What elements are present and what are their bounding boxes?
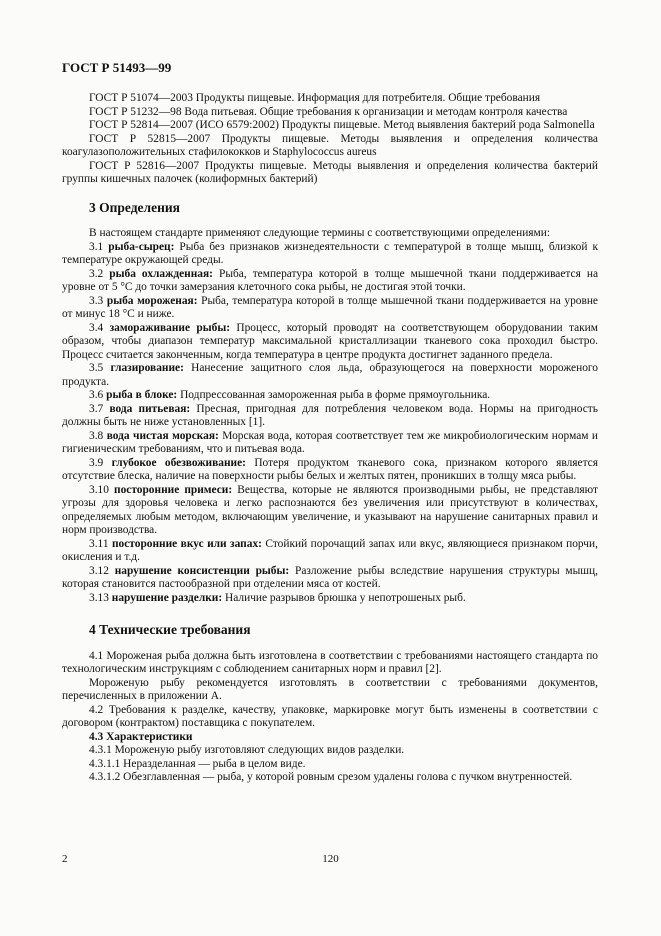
definition-term: рыба мороженая: bbox=[106, 294, 198, 307]
definition-term: замораживание рыбы: bbox=[109, 321, 231, 334]
definition-item bbox=[62, 268, 598, 295]
definition-item bbox=[62, 592, 598, 606]
ref-line: ГОСТ Р 51074—2003 Продукты пищевые. Информация для потребителя. Общие требования bbox=[89, 92, 541, 104]
definition-number: 3.13 bbox=[89, 591, 109, 604]
definition-term: нарушение консистенции рыбы: bbox=[114, 564, 290, 577]
definition-text: Рыба без признаков жизнедеятельности с температурой в толще мышц, близкой к температуре окружающей среды. bbox=[62, 240, 598, 266]
definition-text: Рыба, температура которой в толще мышечной ткани поддерживается на уровне от минус 18 °С и ниже. bbox=[62, 294, 598, 320]
definition-number: 3.8 bbox=[89, 429, 104, 442]
ref-line: ГОСТ Р 52814—2007 (ИСО 6579:2002) Продукты пищевые. Метод выявления бактерий рода Salmonella bbox=[89, 119, 595, 131]
definition-term: вода чистая морская: bbox=[106, 429, 219, 442]
definition-text: Рыба, температура которой в толще мышечной ткани поддерживается на уровне от 5 °С до точки замерзания клеточного сока рыбы, не достигая этой точки. bbox=[62, 267, 598, 293]
definition-term: рыба охлажденная: bbox=[109, 267, 213, 280]
definition-item bbox=[62, 389, 598, 403]
sheet-number: 120 bbox=[322, 853, 339, 865]
definition-item bbox=[62, 295, 598, 322]
definition-number: 3.5 bbox=[89, 362, 104, 374]
definition-term: рыба в блоке: bbox=[106, 389, 178, 401]
definition-term: нарушение разделки: bbox=[111, 591, 223, 604]
section-3-title: 3 Определения bbox=[89, 199, 180, 215]
definitions-list bbox=[62, 241, 598, 606]
definition-number: 3.4 bbox=[89, 321, 104, 334]
definition-term: рыба-сырец: bbox=[108, 240, 175, 253]
definition-term: глазирование: bbox=[110, 362, 184, 374]
paragraph: 4.1 Мороженая рыба должна быть изготовлена в соответствии с требованиями настоящего стандарта по технологическим инструкциям с соблюдением санитарных норм и правил [2]. bbox=[62, 649, 598, 675]
definition-term: посторонние примеси: bbox=[114, 483, 233, 496]
paragraph: 4.3.1.1 Неразделанная — рыба в целом виде. bbox=[89, 757, 306, 770]
definition-item bbox=[62, 430, 598, 457]
subheading: 4.3 Характеристики bbox=[89, 730, 193, 743]
definition-item bbox=[62, 484, 598, 538]
definition-text: Вещества, которые не являются производными рыбы, не представляют угрозы для здоровья человека и легко распознаются без увеличения или присутствуют в количествах, определяемых любым методом, включающим увеличение, и указывают на нарушение санитарных правил и норм производства. bbox=[62, 483, 598, 536]
paragraph: 4.2 Требования к разделке, качеству, упаковке, маркировке могут быть изменены в соответствии с договором (контрактом) поставщика с покупателем. bbox=[62, 703, 598, 729]
definition-item bbox=[62, 322, 598, 363]
definition-item bbox=[62, 241, 598, 268]
paragraph: Мороженую рыбу рекомендуется изготовлять в соответствии с требованиями документов, перечисленных в приложении А. bbox=[62, 676, 598, 702]
definition-text: Разложение рыбы вследствие нарушения структуры мышц, которая становится пастообразной при отделении мяса от костей. bbox=[62, 564, 598, 590]
definition-number: 3.3 bbox=[89, 294, 104, 307]
definition-item bbox=[62, 403, 598, 430]
definition-text: Потеря продуктом тканевого сока, признаком которого является отсутствие блеска, наличие на поверхности рыбы белых и желтых пятен, проникших в толщу мяса рыбы. bbox=[62, 456, 598, 482]
ref-line: ГОСТ Р 51232—98 Вода питьевая. Общие требования к организации и методам контроля качества bbox=[89, 105, 568, 118]
document-header: ГОСТ Р 51493—99 bbox=[62, 60, 172, 75]
definition-item bbox=[62, 457, 598, 484]
definition-number: 3.2 bbox=[89, 267, 104, 280]
definition-item bbox=[62, 362, 598, 389]
definition-number: 3.6 bbox=[89, 389, 104, 401]
ref-line: ГОСТ Р 52816—2007 Продукты пищевые. Методы выявления и определения количества бактерий группы кишечных палочек (колиформных бактерий) bbox=[62, 159, 598, 185]
definition-text: Процесс, который проводят на соответствующем оборудовании таким образом, чтобы диапазон температур максимальной кристаллизации тканевого сока проходил быстро. Процесс считается законченным, когда температура в центре продукта достигнет заданного предела. bbox=[62, 321, 598, 361]
paragraph: 4.3.1 Мороженую рыбу изготовляют следующих видов разделки. bbox=[89, 744, 405, 756]
section-4-title: 4 Технические требования bbox=[89, 622, 251, 637]
paragraph: 4.3.1.2 Обезглавленная — рыба, у которой ровным срезом удалены голова с пучком внутренностей. bbox=[89, 771, 573, 783]
definition-number: 3.11 bbox=[89, 537, 109, 550]
definition-text: Нанесение защитного слоя льда, образующегося на поверхности мороженого продукта. bbox=[62, 362, 598, 388]
definition-number: 3.9 bbox=[89, 456, 104, 469]
definition-item bbox=[62, 538, 598, 565]
definition-text: Пресная, пригодная для потребления человеком вода. Нормы на пригодность должны быть не ниже установленных [1]. bbox=[62, 402, 598, 428]
definition-text: Морская вода, которая соответствует тем же микробиологическим нормам и гигиеническим требованиям, что и питьевая вода. bbox=[62, 429, 598, 455]
definition-term: вода питьевая: bbox=[109, 402, 191, 415]
definition-number: 3.10 bbox=[89, 483, 109, 496]
definition-item bbox=[62, 565, 598, 592]
definition-number: 3.1 bbox=[89, 240, 104, 253]
section-3-intro: В настоящем стандарте применяют следующие термины с соответствующими определениями: bbox=[89, 227, 551, 239]
page-number: 2 bbox=[62, 853, 68, 865]
definition-text: Подпрессованная замороженная рыба в форме прямоугольника. bbox=[180, 389, 491, 401]
definition-term: посторонние вкус или запах: bbox=[111, 537, 262, 550]
definition-number: 3.7 bbox=[89, 402, 104, 415]
definition-text: Стойкий порочащий запах или вкус, являющиеся признаком порчи, окисления и т.д. bbox=[62, 537, 598, 563]
definition-number: 3.12 bbox=[89, 564, 109, 577]
definition-text: Наличие разрывов брюшка у непотрошеных рыб. bbox=[225, 591, 466, 604]
definition-term: глубокое обезвоживание: bbox=[111, 456, 246, 469]
document-body bbox=[62, 92, 598, 785]
ref-line: ГОСТ Р 52815—2007 Продукты пищевые. Методы выявления и определения количества коагулазоположительных стафилококков и Staphylococcus aureus bbox=[62, 132, 598, 158]
